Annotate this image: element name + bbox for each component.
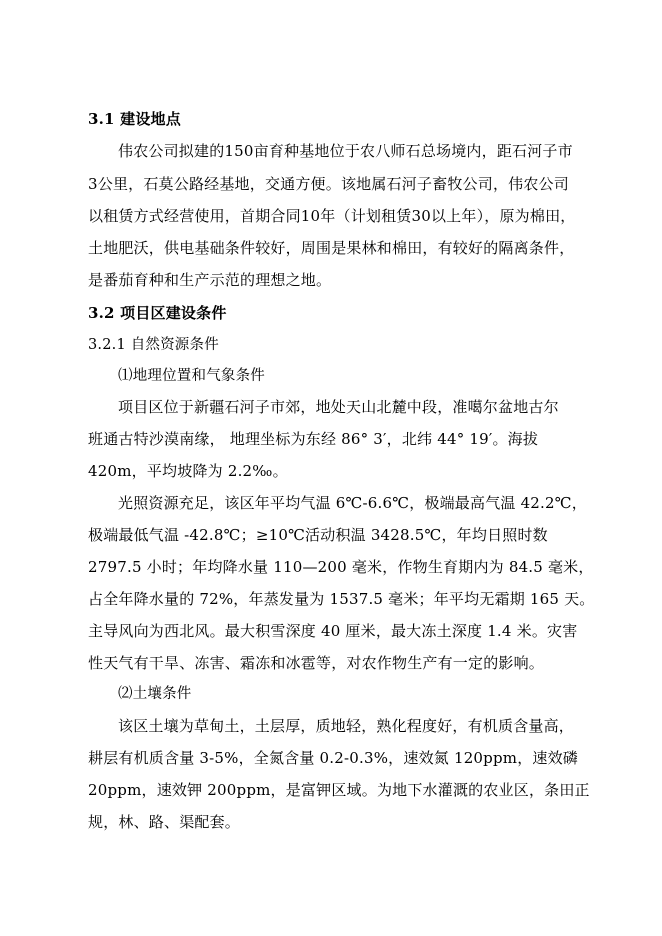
- item-2-label: ⑵土壤条件: [118, 686, 192, 702]
- paragraph-line: 20ppm，速效钾 200ppm，是富钾区域。为地下水灌溉的农业区，条田正: [88, 781, 590, 799]
- subsection-3-2-1-heading: 3.2.1 自然资源条件: [88, 337, 219, 353]
- paragraph-line: 土地肥沃，供电基础条件较好，周围是果林和棉田，有较好的隔离条件，: [88, 239, 575, 257]
- paragraph-line: 光照资源充足，该区年平均气温 6℃-6.6℃，极端最高气温 42.2℃，: [118, 494, 587, 512]
- item-1-label: ⑴地理位置和气象条件: [118, 368, 265, 384]
- paragraph-line: 规，林、路、渠配套。: [88, 813, 241, 831]
- paragraph-line: 以租赁方式经营使用，首期合同10年（计划租赁30以上年），原为棉田，: [88, 207, 576, 225]
- paragraph-line: 该区土壤为草甸土，土层厚，质地轻，熟化程度好，有机质含量高，: [118, 717, 575, 735]
- paragraph-line: 主导风向为西北风。最大积雪深度 40 厘米，最大冻土深度 1.4 米。灾害: [88, 622, 578, 640]
- paragraph-line: 420m，平均坡降为 2.2‰。: [88, 462, 288, 480]
- paragraph-line: 性天气有干旱、冻害、霜冻和冰雹等，对农作物生产有一定的影响。: [88, 654, 545, 672]
- section-3-2-heading: 3.2 项目区建设条件: [88, 304, 227, 322]
- section-3-1-heading: 3.1 建设地点: [88, 110, 181, 128]
- paragraph-line: 2797.5 小时；年均降水量 110—200 毫米，作物生育期内为 84.5 毫米，: [88, 558, 594, 576]
- paragraph-line: 是番茄育种和生产示范的理想之地。: [88, 271, 332, 289]
- paragraph-line: 班通古特沙漠南缘， 地理坐标为东经 86° 3′，北纬 44° 19′。海拔: [88, 430, 539, 448]
- paragraph-line: 伟农公司拟建的150亩育种基地位于农八师石总场境内，距石河子市: [118, 142, 573, 160]
- paragraph-line: 极端最低气温 -42.8℃；≥10℃活动积温 3428.5℃，年均日照时数: [88, 526, 548, 544]
- paragraph-line: 项目区位于新疆石河子市郊，地处天山北麓中段，准噶尔盆地古尔: [118, 398, 559, 416]
- paragraph-line: 占全年降水量的 72%，年蒸发量为 1537.5 毫米；年平均无霜期 165 天。: [88, 590, 595, 608]
- paragraph-line: 耕层有机质含量 3-5%，全氮含量 0.2-0.3%，速效氮 120ppm，速效磷: [88, 749, 579, 767]
- paragraph-line: 3公里，石莫公路经基地，交通方便。该地属石河子畜牧公司，伟农公司: [88, 175, 569, 193]
